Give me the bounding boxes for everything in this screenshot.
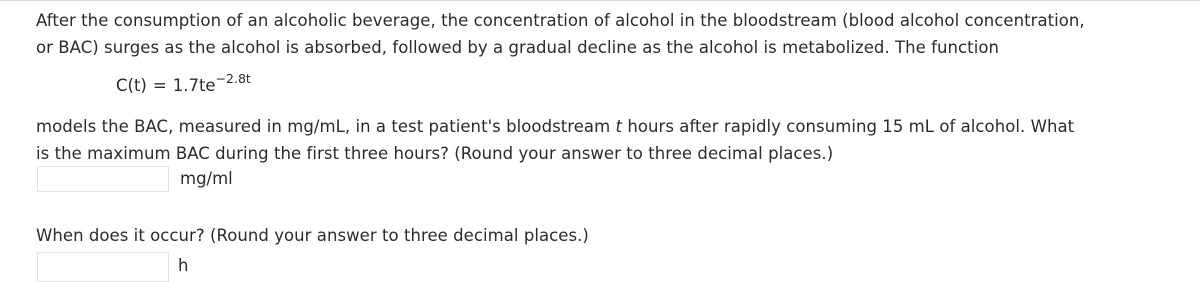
body-line-1-end: hours after rapidly consuming 15 mL of alcohol. What [622, 117, 1075, 136]
formula-coefficient: 1.7te [172, 76, 216, 95]
intro-line-1: After the consumption of an alcoholic beverage, the concentration of alcohol in the bloodstream (blood alcohol concentration, [36, 11, 1085, 30]
bac-function-formula [116, 72, 251, 99]
body-line-1 [36, 113, 1074, 140]
occurrence-time-answer-input[interactable] [37, 252, 169, 282]
intro-line-2: or BAC) surges as the alcohol is absorbed, followed by a gradual decline as the alcohol is metabolized. The function [36, 38, 999, 57]
max-bac-unit-label: mg/ml [180, 169, 233, 188]
max-bac-answer-input[interactable] [37, 166, 169, 192]
formula-equals: = [152, 76, 167, 95]
question-intro [36, 7, 1085, 61]
body-line-2: is the maximum BAC during the first three hours? (Round your answer to three decimal places.) [36, 144, 834, 163]
occurrence-prompt: When does it occur? (Round your answer to three decimal places.) [36, 226, 589, 245]
body-line-1-start: models the BAC, measured in mg/mL, in a test patient's bloodstream [36, 117, 616, 136]
formula-exponent: −2.8t [215, 70, 251, 86]
question-body [36, 113, 1074, 167]
formula-lhs: C(t) [116, 76, 147, 95]
occurrence-time-unit-label: h [178, 256, 189, 275]
body-variable-t: t [615, 117, 623, 136]
